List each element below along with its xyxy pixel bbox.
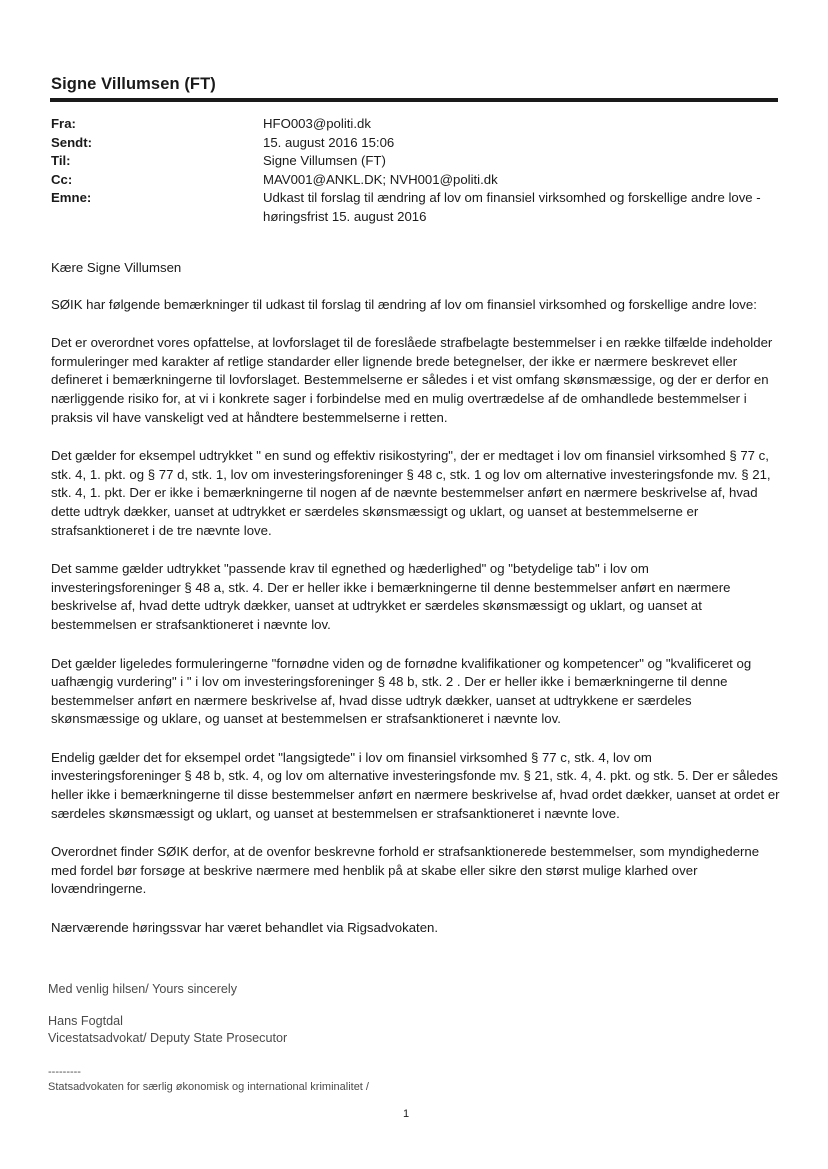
paragraph-intro: SØIK har følgende bemærkninger til udkast til forslag til ændring af lov om finansiel virksomhed og forskellige andre love: — [51, 296, 757, 312]
to-value: Signe Villumsen (FT) — [263, 153, 386, 168]
header-divider — [50, 98, 778, 102]
subject-value: Udkast til forslag til ændring af lov om finansiel virksomhed og forskellige andre love - høringsfrist 15. august 2016 — [263, 190, 761, 224]
signature-block — [48, 981, 287, 1048]
signer-title: Vicestatsadvokat/ Deputy State Prosecutor — [48, 1031, 288, 1045]
paragraph-long-term: Endelig gælder det for eksempel ordet "langsigtede" i lov om finansiel virksomhed § 77 c, stk. 4, lov om investeringsforeninger § 48 b, stk. 4, og lov om alternative investeringsfonde mv. § 21, stk. 4, 4. pkt. og stk. 5. Der er således heller ikke i bemærkningerne til disse bestemmelser anført en nærmere beskrivelse af, hvad ordet dækker, uanset at ordet er særdeles skønsmæssigt og uklart, og uanset at bestemmelsen er strafsanktioneret i nævnte love. — [51, 749, 780, 821]
paragraph-conclusion: Overordnet finder SØIK derfor, at de ovenfor beskrevne forhold er strafsanktionerede bestemmelser, som myndighederne med fordel bør forsøge at beskrive nærmere med henblik på at skabe eller sikre den størst mulige klarhed over lovændringerne. — [51, 844, 760, 897]
footer — [48, 1065, 369, 1095]
from-label: Fra: — [51, 116, 76, 131]
header-row-cc — [51, 171, 781, 190]
subject-label: Emne: — [51, 190, 92, 205]
paragraph-rigsadvokaten: Nærværende høringssvar har været behandlet via Rigsadvokaten. — [51, 920, 439, 936]
sender-name: Signe Villumsen (FT) — [51, 75, 216, 93]
to-label: Til: — [51, 153, 71, 168]
paragraph-qualifications: Det gælder ligeledes formuleringerne "fornødne viden og de fornødne kvalifikationer og kompetencer" og "kvalificeret og uafhængig vurdering" i " i lov om investeringsforeninger § 48 b, stk. 2 . Der er heller ikke i bemærkningerne til denne bestemmelser anført en nærmere beskrivelse af, hvad disse udtryk dækker, uanset at udtrykkene er særdeles skønsmæssige og uklare, og uanset at bestemmelsen er strafsanktioneret i nævnte lov. — [51, 655, 752, 727]
from-value: HFO003@politi.dk — [263, 116, 371, 131]
header-row-from — [51, 115, 781, 134]
email-body — [51, 259, 781, 958]
signer-name: Hans Fogtdal — [48, 1013, 123, 1028]
cc-label: Cc: — [51, 171, 73, 187]
cc-value: MAV001@ANKL.DK; NVH001@politi.dk — [263, 171, 498, 187]
sent-label: Sendt: — [51, 134, 93, 150]
footer-separator: --------- — [48, 1066, 81, 1078]
sign-off: Med venlig hilsen/ Yours sincerely — [48, 982, 238, 996]
paragraph-risk-management: Det gælder for eksempel udtrykket " en sund og effektiv risikostyring", der er medtaget i lov om finansiel virksomhed § 77 c, stk. 4, 1. pkt. og § 77 d, stk. 1, lov om investeringsforeninger § 48 c, stk. 1 og lov om alternative investeringsfonde mv. § 21, stk. 4, 1. pkt. Der er ikke i bemærkningerne til nogen af de nævnte bestemmelser anført en nærmere beskrivelse af, hvad dette udtryk dækker, uanset at udtrykket er særdeles skønsmæssigt og uklart, og uanset at bestemmelserne er strafsanktioneret i de tre nævnte love. — [51, 448, 771, 538]
paragraph-overall-view: Det er overordnet vores opfattelse, at lovforslaget til de foreslåede strafbelagte bestemmelser i en række tilfælde indeholder formuleringer med karakter af retlige standarder eller lignende brede betegnelser, der ikke er nærmere beskrevet eller defineret i bemærkningerne til lovforslaget. Bestemmelserne er således i et vist omfang skønsmæssige, og der er derfor en nærliggende risiko for, at vi i konkrete sager i forbindelse med en mulig overtrædelse af de omhandlede bestemmelser i praksis vil have vanskeligt ved at håndtere bestemmelserne i retten. — [51, 335, 773, 425]
greeting: Kære Signe Villumsen — [51, 260, 182, 275]
sent-value: 15. august 2016 15:06 — [263, 134, 395, 150]
header-row-sent — [51, 134, 781, 153]
header-row-to — [51, 152, 781, 171]
header-row-subject — [51, 189, 781, 226]
page-number: 1 — [403, 1108, 410, 1120]
footer-organization: Statsadvokaten for særlig økonomisk og international kriminalitet / — [48, 1081, 369, 1093]
email-header — [51, 115, 781, 226]
paragraph-suitability: Det samme gælder udtrykket "passende krav til egnethed og hæderlighed" og "betydelige tab" i lov om investeringsforeninger § 48 a, stk. 4. Der er heller ikke i bemærkningerne til denne bestemmelser anført en nærmere beskrivelse af, hvad dette udtryk dækker, uanset at udtrykket er særdeles skønsmæssigt og uklart, og uanset at bestemmelsen er strafsanktioneret i nævnte lov. — [51, 561, 731, 632]
